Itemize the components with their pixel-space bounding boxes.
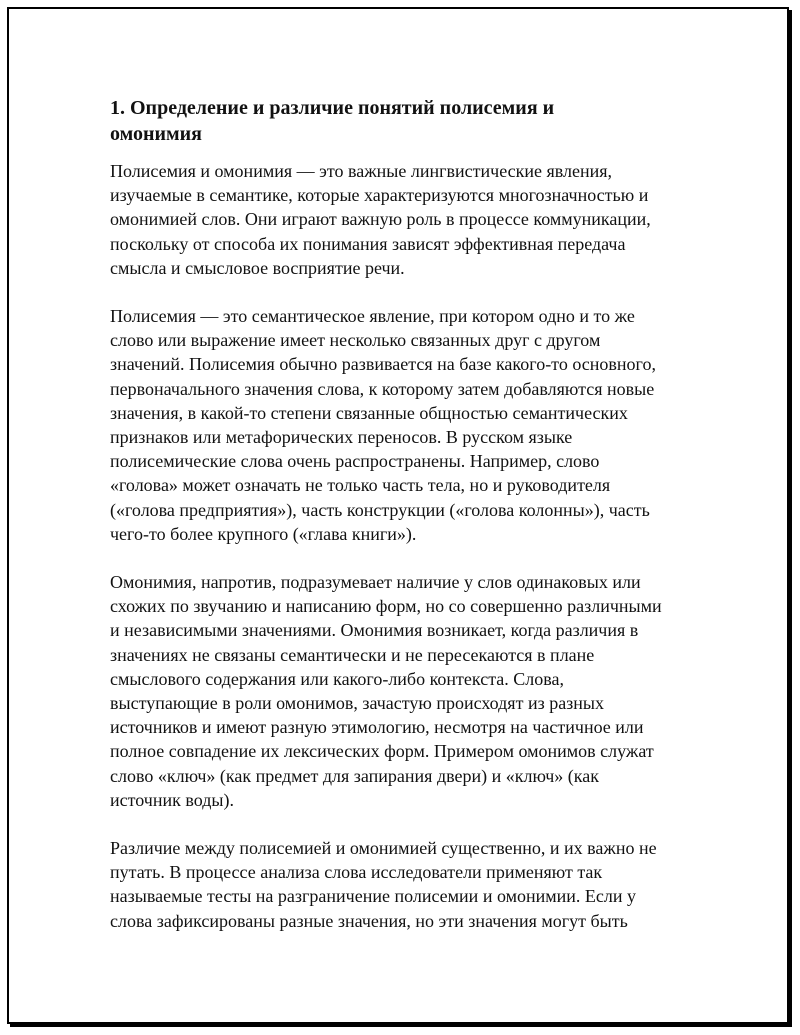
paragraph-polysemy: Полисемия — это семантическое явление, при котором одно и то же слово или выражение имеет несколько связанных друг с другом значений. Полисемия обычно развивается на базе какого-то основного, первоначального значения слова, к которому затем добавляются новые значения, в какой-то степени связанные общностью семантических признаков или метафорических переносов. В русском языке полисемические слова очень распространены. Например, слово «голова» может означать не только часть тела, но и руководителя («голова предприятия»), часть конструкции («голова колонны»), часть чего-то более крупного («глава книги»). [110, 306, 656, 544]
section-heading: 1. Определение и различие понятий полисемия и омонимия [110, 97, 555, 145]
paragraph-intro: Полисемия и омонимия — это важные лингвистические явления, изучаемые в семантике, которые характеризуются многозначностью и омонимией слов. Они играют важную роль в процессе коммуникации, поскольку от способа их понимания зависят эффективная передача смысла и смысловое восприятие речи. [110, 161, 651, 278]
paragraph-homonymy: Омонимия, напротив, подразумевает наличие у слов одинаковых или схожих по звучанию и написанию форм, но со совершенно различными и независимыми значениями. Омонимия возникает, когда различия в значениях не связаны семантически и не пересекаются в плане смыслового содержания или какого-либо контекста. Слова, выступающие в роли омонимов, зачастую происходят из разных источников и имеют разную этимологию, несмотря на частичное или полное совпадение их лексических форм. Примером омонимов служат слово «ключ» (как предмет для запирания двери) и «ключ» (как источник воды). [110, 572, 662, 810]
paragraph-difference: Различие между полисемией и омонимией существенно, и их важно не путать. В процессе анализа слова исследователи применяют так называемые тесты на разграничение полисемии и омонимии. Если у слова зафиксированы разные значения, но эти значения могут быть [110, 838, 657, 931]
document-body [110, 95, 700, 957]
